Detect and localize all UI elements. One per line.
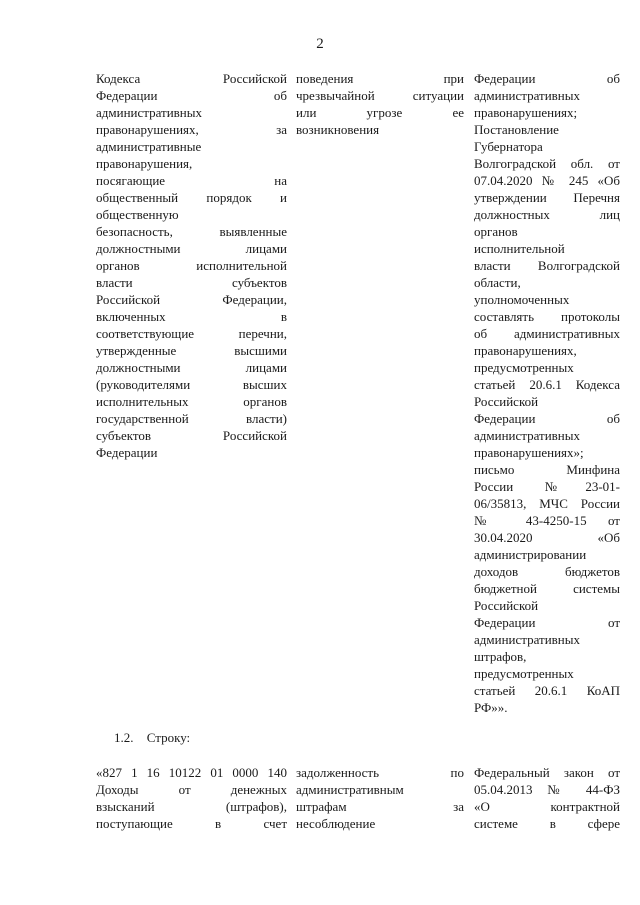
text-line: Федерации [96, 445, 158, 460]
text-line: общественную [96, 207, 179, 222]
text-line: Российской [474, 394, 539, 409]
text-line: безопасность, выявленные [96, 224, 287, 239]
text-line: «827 1 16 10122 01 0000 140 [96, 765, 287, 780]
text-line: правонарушения, [96, 156, 193, 171]
table1-column-3 [474, 70, 620, 716]
text-line: власти Волгоградской [474, 258, 620, 273]
text-line: 07.04.2020 № 245 «Об [474, 173, 620, 188]
table1-column-1 [96, 70, 287, 461]
text-line: должностными лицами [96, 241, 287, 256]
text-line: утвержденные высшими [96, 343, 287, 358]
text-line: общественный порядок и [96, 190, 287, 205]
text-line: правонарушениях, [474, 343, 577, 358]
text-line: включенных в [96, 309, 287, 324]
text-line: чрезвычайной ситуации [296, 88, 464, 103]
text-line: Кодекса Российской [96, 71, 287, 86]
text-line: Доходы от денежных [96, 782, 287, 797]
text-line: области, [474, 275, 521, 290]
page-number: 2 [316, 36, 324, 52]
text-line: административных [474, 632, 580, 647]
text-line: или угрозе ее [296, 105, 464, 120]
text-line: власти субъектов [96, 275, 287, 290]
text-line: Федерации об [96, 88, 287, 103]
text-line: Российской [474, 598, 539, 613]
text-line: субъектов Российской [96, 428, 287, 443]
text-line: Губернатора [474, 139, 543, 154]
text-line: административных [474, 88, 580, 103]
text-line: органов [474, 224, 518, 239]
text-line: штрафам за [296, 799, 464, 814]
text-line: должностных лиц [474, 207, 620, 222]
text-line: административные [96, 139, 202, 154]
text-line: администрировании [474, 547, 587, 562]
text-line: 05.04.2013 № 44-ФЗ [474, 782, 620, 797]
text-line: исполнительных органов [96, 394, 287, 409]
text-line: взысканий (штрафов), [96, 799, 287, 814]
text-line: правонарушениях, за [96, 122, 287, 137]
text-line: доходов бюджетов [474, 564, 620, 579]
text-line: системе в сфере [474, 816, 620, 831]
text-line: поведения при [296, 71, 464, 86]
text-line: об административных [474, 326, 620, 341]
section-label: 1.2. Строку: [114, 730, 191, 745]
text-line: поступающие в счет [96, 816, 287, 831]
text-line: 30.04.2020 «Об [474, 530, 620, 545]
text-line: предусмотренных [474, 360, 574, 375]
text-line: Постановление [474, 122, 559, 137]
text-line: Федеральный закон от [474, 765, 620, 780]
text-line: несоблюдение [296, 816, 376, 831]
text-line: статьей 20.6.1 Кодекса [474, 377, 620, 392]
text-line: предусмотренных [474, 666, 574, 681]
table2-column-3 [474, 764, 620, 832]
text-line: Федерации от [474, 615, 620, 630]
table2-column-2 [296, 764, 464, 832]
text-line: России №23-01- [474, 479, 620, 494]
text-line: Российской Федерации, [96, 292, 287, 307]
text-line: составлять протоколы [474, 309, 620, 324]
text-line: бюджетной системы [474, 581, 620, 596]
text-line: государственной власти) [96, 411, 287, 426]
text-line: Федерации об [474, 411, 620, 426]
text-line: (руководителями высших [96, 377, 287, 392]
text-line: статьей 20.6.1 КоАП [474, 683, 620, 698]
text-line: органов исполнительной [96, 258, 287, 273]
text-line: Волгоградской обл. от [474, 156, 620, 171]
text-line: задолженность по [296, 765, 464, 780]
text-line: уполномоченных [474, 292, 570, 307]
text-line: должностными лицами [96, 360, 287, 375]
text-line: возникновения [296, 122, 380, 137]
text-line: административным [296, 782, 404, 797]
text-line: «О контрактной [474, 799, 620, 814]
table1-column-2 [296, 70, 464, 138]
text-line: административных [474, 428, 580, 443]
text-line: Федерации об [474, 71, 620, 86]
text-line: соответствующие перечни, [96, 326, 287, 341]
text-line: утверждении Перечня [474, 190, 620, 205]
text-line: исполнительной [474, 241, 565, 256]
text-line: посягающие на [96, 173, 287, 188]
table2-column-1 [96, 764, 287, 832]
text-line: № 43-4250-15 от [474, 513, 620, 528]
text-line: правонарушениях»; [474, 445, 584, 460]
text-line: штрафов, [474, 649, 527, 664]
text-line: РФ»». [474, 700, 508, 715]
text-line: 06/35813, МЧС России [474, 496, 620, 511]
text-line: правонарушениях; [474, 105, 578, 120]
text-line: административных [96, 105, 202, 120]
text-line: письмо Минфина [474, 462, 620, 477]
